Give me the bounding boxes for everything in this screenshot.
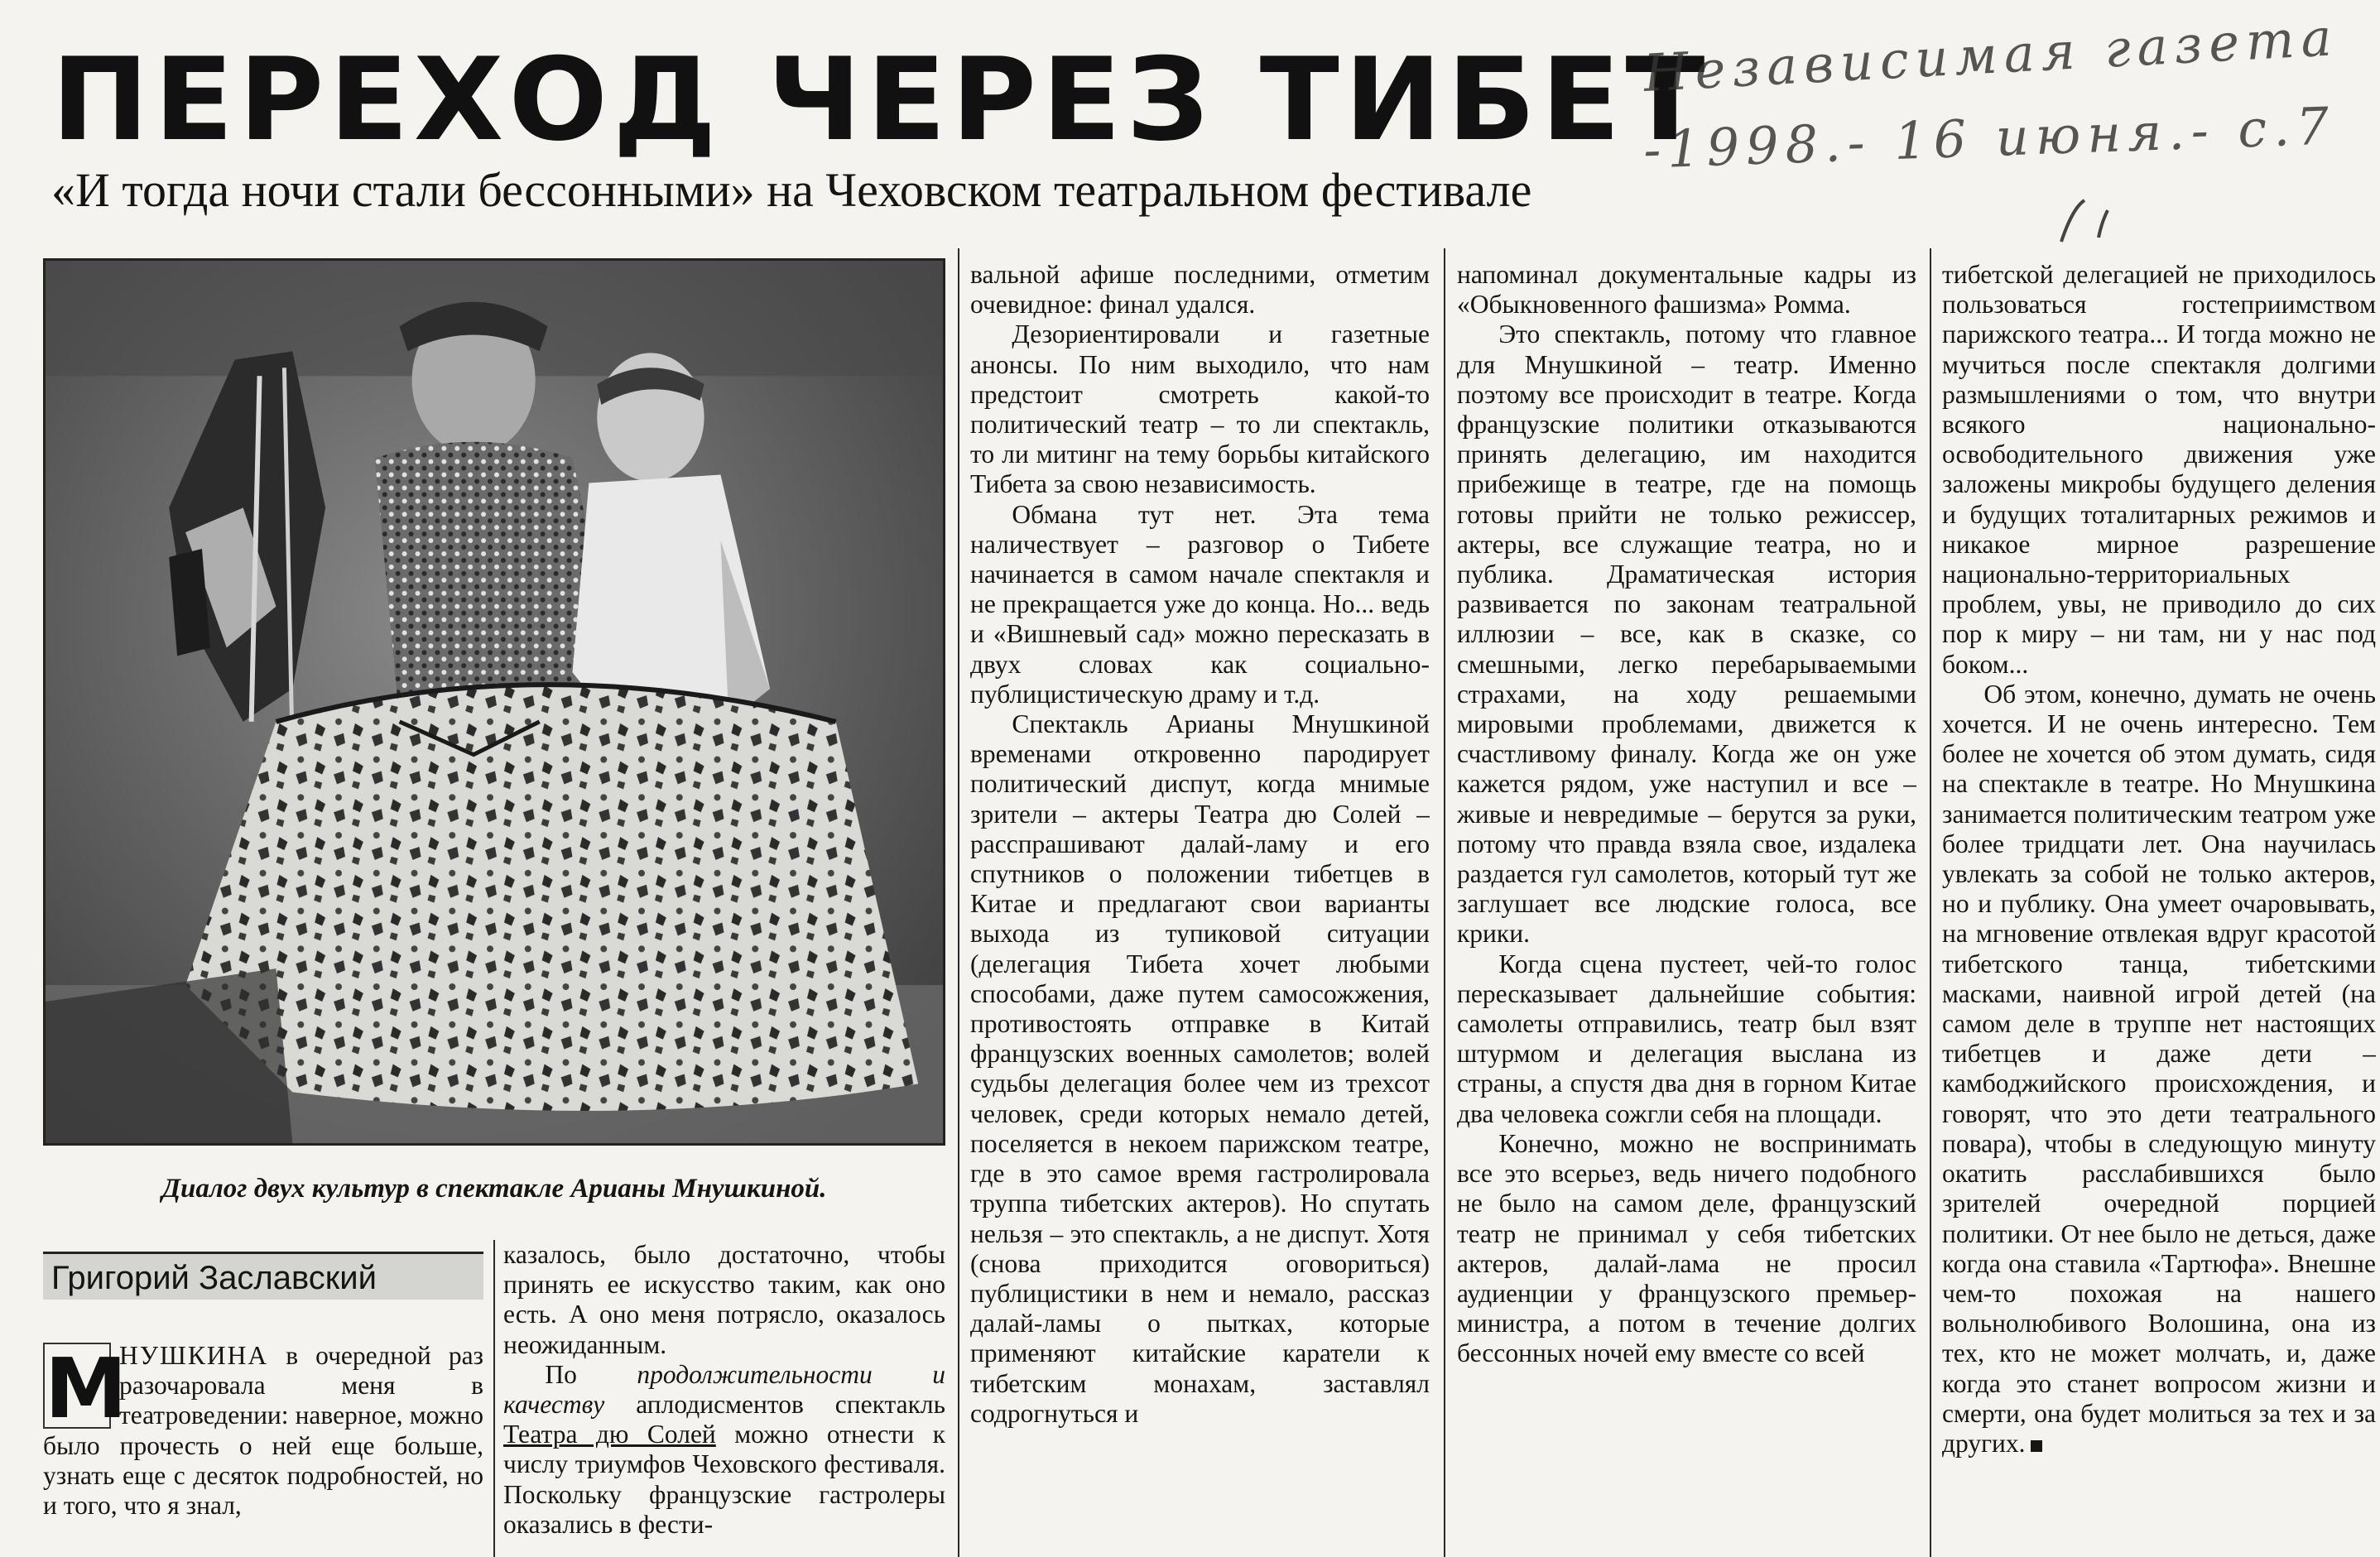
paragraph: напоминал документальные кадры из «Обыкновенного фашизма» Ромма. xyxy=(1457,260,1916,320)
paragraph: Когда сцена пустеет, чей-то голос пересказывает дальнейшие события: самолеты отправились, театр был взят штурмом и делегация выслана из страны, а спустя два дня в горном Китае два человека сожгли себя на площади. xyxy=(1457,949,1916,1128)
handwritten-mark-icon xyxy=(2053,192,2128,250)
paragraph xyxy=(1942,680,2376,1458)
italic-text: продолжительности и качеству xyxy=(503,1359,945,1420)
subheadline: «И тогда ночи стали бессонными» на Чеховском театральном фестивале xyxy=(51,163,1532,217)
paragraph: вальной афише последними, отметим очевидное: финал удался. xyxy=(970,260,1430,320)
photo-caption: Диалог двух культур в спектакле Арианы Мнушкиной. xyxy=(161,1174,827,1204)
lead-paragraph xyxy=(43,1341,483,1521)
paragraph: Это спектакль, потому что главное для Мнушкиной – театр. Именно поэтому все происходит в театре. Когда французские политики отказываются принять делегацию, им находится прибежище в театре, где на помощь готовы прийти не только режиссер, актеры, все служащие театра, но и публика. Драматическая история развивается по законам театральной иллюзии – все, как в сказке, со смешными, легко перебарываемыми страхами, на ходу решаемыми мировыми проблемами, движется к счастливому финалу. Когда же он уже кажется рядом, уже наступил и все – живые и невредимые – берутся за руки, потому что правда взяла свое, издалека раздается гул самолетов, который тут же заглушает все людские голоса, все крики. xyxy=(1457,320,1916,949)
author-byline: Григорий Заславский xyxy=(43,1252,483,1300)
paragraph: Спектакль Арианы Мнушкиной временами откровенно пародирует политический диспут, когда мнимые зрители – актеры Театра дю Солей – расспрашивают далай-ламу и его спутников о положении тибетцев в Китае и предлагают свои варианты выхода из тупиковой ситуации (делегация Тибета хочет любыми способами, даже путем самосожжения, противостоять отправке в Китай французских военных самолетов; волей судьбы делегация более чем из трехсот человек, среди которых немало детей, поселяется в некоем парижском театре, где в это самое время гастролировала труппа тибетских актеров). Но спутать нельзя – это спектакль, а не диспут. Хотя (снова приходится оговориться) публицистики в нем и немало, рассказ далай-ламы о пытках, которые применяют китайские каратели к тибетским монахам, заставлял содрогнуться и xyxy=(970,709,1430,1428)
article-column-4 xyxy=(1457,260,1916,1557)
article-column-3 xyxy=(970,260,1430,1557)
paragraph: Конечно, можно не воспринимать все это всерьез, ведь ничего подобного не было на самом деле, французский театр не принимал у себя тибетских актеров, далай-лама не просил аудиенции у французского премьер-министра, а потом в течение долгих бессонных ночей ему вместе со всей xyxy=(1457,1128,1916,1368)
text-run: По xyxy=(545,1359,637,1389)
paragraph: Обмана тут нет. Эта тема наличествует – разговор о Тибете начинается в самом начале спектакля и не прекращается уже до конца. Но... ведь и «Вишневый сад» можно пересказать в двух словах как социально-публицистическую драму и т.д. xyxy=(970,499,1430,709)
handwritten-source-line1: Независимая газета xyxy=(1642,7,2340,103)
article-column-2 xyxy=(503,1240,945,1557)
column-rule xyxy=(958,248,959,1557)
paragraph: Дезориентировали и газетные анонсы. По ним выходило, что нам предстоит смотреть какой-то политический театр – то ли спектакль, то ли митинг на тему борьбы китайского Тибета за свою независимость. xyxy=(970,320,1430,499)
photo-image xyxy=(46,261,943,1143)
end-mark-icon xyxy=(2031,1440,2042,1452)
paragraph: тибетской делегацией не приходилось пользоваться гостеприимством парижского театра... И тогда можно не мучиться после спектакля долгими размышлениями о том, что внутри всякого национально-освободительного движения уже заложены микробы будущего деления и будущих тоталитарных режимов и никакое мирное разрешение национально-территориальных проблем, увы, не приводило до сих пор к миру – ни там, ни у нас под боком... xyxy=(1942,260,2376,679)
column-rule xyxy=(1444,248,1445,1557)
paragraph xyxy=(503,1360,945,1540)
lead-caps: НУШКИНА xyxy=(119,1341,269,1370)
handwritten-source-line2: -1998.- 16 июня.- с.7 xyxy=(1642,95,2337,180)
text-run: можно отнести к числу триумфов Чеховского фестиваля. Поскольку французские гастролеры оказались в фести- xyxy=(503,1420,945,1539)
text-run: Об этом, конечно, думать не очень хочется. И не очень интересно. Тем более не хочется об этом думать, сидя на спектакле в театре. Но Мнушкина занимается политическим театром уже более тридцати лет. Она научилась увлекать за собой не только актеров, но и публику. Она умеет очаровывать, на мгновение отвлекая вдруг красотой тибетского танца, тибетскими масками, наивной игрой детей (на самом деле в труппе нет настоящих тибетцев и даже дети – камбоджийского происхождения, и говорят, что это дети театрального повара), чтобы в следующую минуту окатить расслабившихся было зрителей очередной порцией политики. От нее было не деться, даже когда она ставила «Тартюфа». Внешне чем-то похожая на нашего вольнолюбивого Волошина, она из тех, кто не может молчать, и, даже когда это станет вопросом жизни и смерти, она будет молиться за тех и за других. xyxy=(1942,679,2376,1458)
headline: ПЕРЕХОД ЧЕРЕЗ ТИБЕТ xyxy=(51,33,1710,166)
article-column-1 xyxy=(43,1341,483,1557)
article-column-5 xyxy=(1942,260,2376,1557)
drop-cap: М xyxy=(45,1341,127,1437)
paragraph: казалось, было достаточно, чтобы принять ее искусство таким, как оно есть. А оно меня потрясло, оказалось неожиданным. xyxy=(503,1240,945,1359)
text-run: аплодисментов спектакль xyxy=(604,1390,945,1420)
column-rule xyxy=(493,1240,495,1557)
underlined-text: Театра дю Солей xyxy=(503,1420,716,1449)
performance-photo xyxy=(43,258,945,1146)
column-rule xyxy=(1930,248,1931,1557)
lead-text: в очередной раз разочаровала меня в театроведении: наверное, можно было прочесть о ней еще больше, узнать еще с десяток подробностей, но и того, что я знал, xyxy=(43,1341,483,1521)
